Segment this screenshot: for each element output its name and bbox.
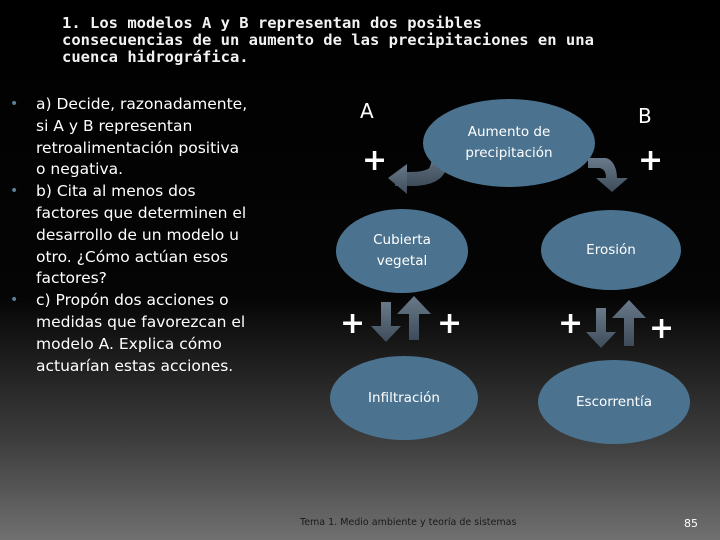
node-erosion-label: Erosión — [586, 241, 636, 258]
model-b-label: B — [638, 104, 652, 128]
node-aumento-precipitacion — [423, 99, 595, 187]
node-aumento-line-2: precipitación — [465, 145, 553, 161]
curved-arrow-down-right-icon — [588, 158, 628, 192]
question-c-text: c) Propón dos acciones o medidas que favorezcan el modelo A. Explica cómo actuarían estas acciones. — [36, 291, 246, 375]
plus-sign-a-right: + — [437, 306, 463, 341]
node-cubierta-line-1: Cubierta — [373, 232, 431, 248]
title-line-2: consecuencias de un aumento de las precipitaciones en una — [62, 31, 594, 49]
plus-sign-b-top: + — [638, 143, 664, 178]
node-erosion — [541, 210, 681, 290]
bullet-dot-icon: • — [10, 96, 19, 112]
node-cubierta-line-2: vegetal — [376, 253, 428, 269]
bullet-dot-icon: • — [10, 183, 19, 200]
page-number: 85 — [684, 517, 698, 530]
plus-sign-a-top: + — [362, 143, 388, 178]
up-down-arrows-right-icon — [586, 300, 646, 348]
footer-text: Tema 1. Medio ambiente y teoría de sistemas — [300, 517, 517, 528]
node-infiltracion — [330, 356, 478, 440]
plus-sign-b-right: + — [649, 311, 675, 346]
title-line-3: cuenca hidrográfica. — [62, 48, 249, 66]
title-line-1: 1. Los modelos A y B representan dos posibles — [62, 14, 482, 32]
plus-sign-a-left: + — [340, 306, 366, 341]
model-a-label: A — [360, 99, 374, 123]
node-escorrentia — [538, 360, 690, 444]
node-cubierta-vegetal — [336, 209, 468, 293]
question-b-text: b) Cita al menos dos factores que determinen el desarrollo de un modelo u otro. ¿Cómo actúan esos factores? — [36, 182, 247, 288]
question-a-text: a) Decide, razonadamente, si A y B representan retroalimentación positiva o negativa. — [36, 95, 248, 179]
up-down-arrows-left-icon — [371, 296, 431, 342]
node-escorrentia-label: Escorrentía — [576, 393, 652, 410]
bullet-dot-icon: • — [10, 292, 19, 309]
node-aumento-line-1: Aumento de — [467, 124, 551, 140]
plus-sign-b-left: + — [558, 306, 584, 341]
node-infiltracion-label: Infiltración — [368, 389, 440, 406]
